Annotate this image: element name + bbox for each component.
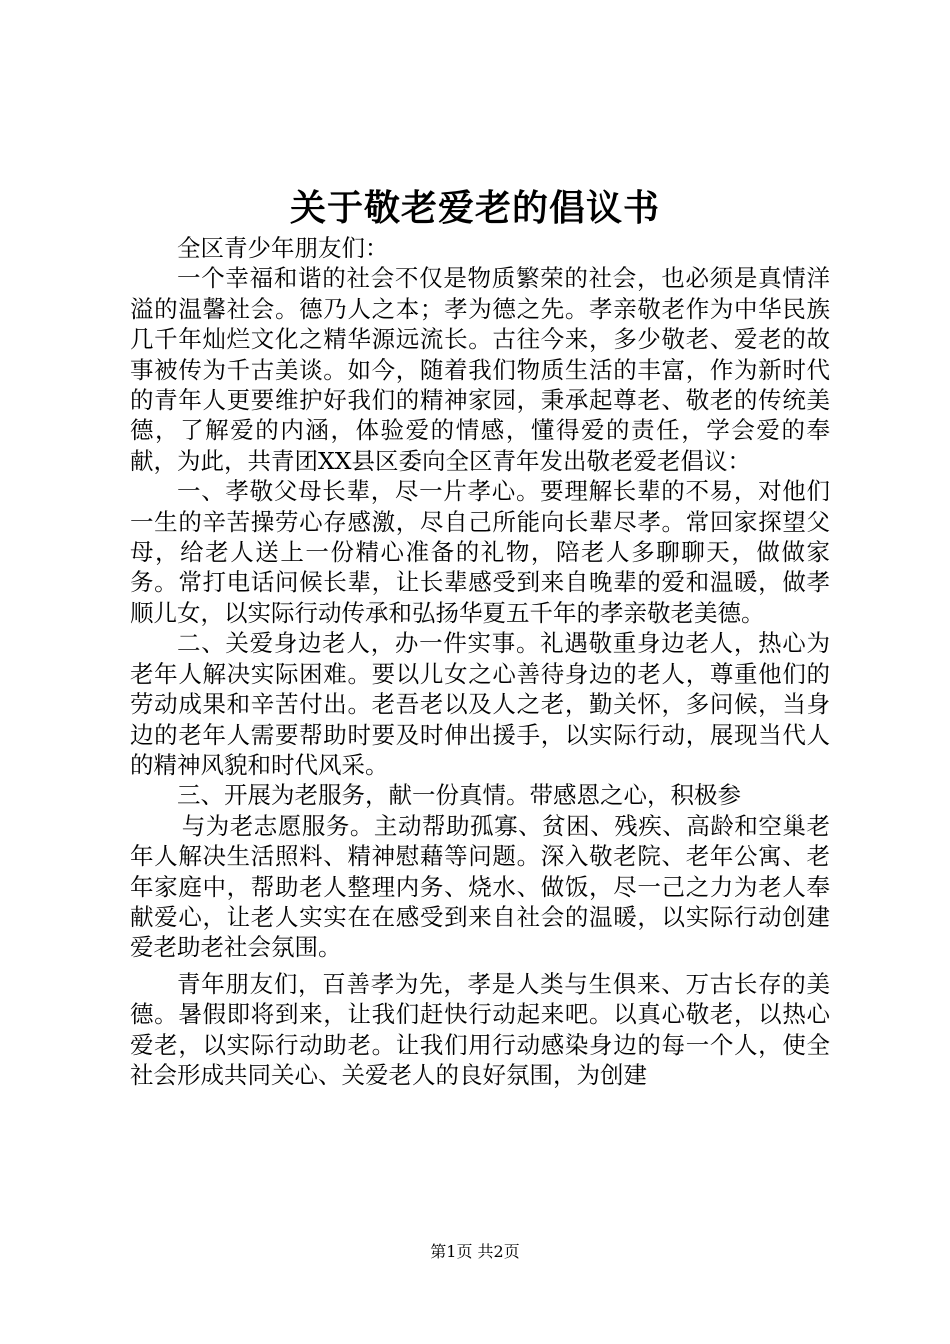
salutation: 全区青少年朋友们： — [177, 234, 389, 262]
paragraph-closing: 青年朋友们，百善孝为先，孝是人类与生俱来、万古长存的美德。暑假即将到来，让我们赶快行动起来吧。以真心敬老，以热心爱老，以实际行动助老。让我们用行动感染身边的每一个人，使全社会形成共同关心、关爱老人的良好氛围，为创建 — [130, 969, 830, 1089]
paragraph-point-one: 一、孝敬父母长辈，尽一片孝心。要理解长辈的不易，对他们一生的辛苦操劳心存感激，尽自己所能向长辈尽孝。常回家探望父母，给老人送上一份精心准备的礼物，陪老人多聊聊天，做做家务。常打电话问候长辈，让长辈感受到来自晚辈的爱和温暖，做孝顺儿女，以实际行动传承和弘扬华夏五千年的孝亲敬老美德。 — [130, 477, 830, 627]
page-footer: 第1页 共2页 — [430, 1242, 520, 1261]
paragraph-point-three-body: 与为老志愿服务。主动帮助孤寡、贫困、残疾、高龄和空巢老年人解决生活照料、精神慰藉等问题。深入敬老院、老年公寓、老年家庭中，帮助老人整理内务、烧水、做饭，尽一己之力为老人奉献爱心，让老人实实在在感受到来自社会的温暖，以实际行动创建爱老助老社会氛围。 — [130, 811, 830, 962]
page-title: 关于敬老爱老的倡议书 — [289, 187, 660, 229]
paragraph-intro: 一个幸福和谐的社会不仅是物质繁荣的社会，也必须是真情洋溢的温馨社会。德乃人之本；孝为德之先。孝亲敬老作为中华民族几千年灿烂文化之精华源远流长。古往今来，多少敬老、爱老的故事被传为千古美谈。如今，随着我们物质生活的丰富，作为新时代的青年人更要维护好我们的精神家园，秉承起尊老、敬老的传统美德，了解爱的内涵，体验爱的情感，懂得爱的责任，学会爱的奉献，为此，共青团XX县区委向全区青年发出敬老爱老倡议： — [130, 264, 830, 475]
paragraph-point-three-heading: 三、开展为老服务，献一份真情。带感恩之心，积极参 — [177, 781, 741, 810]
document-body — [130, 233, 830, 1090]
paragraph-point-two: 二、关爱身边老人，办一件实事。礼遇敬重身边老人，热心为老年人解决实际困难。要以儿女之心善待身边的老人，尊重他们的劳动成果和辛苦付出。老吾老以及人之老，勤关怀，多问候，当身边的老年人需要帮助时要及时伸出援手，以实际行动，展现当代人的精神风貌和时代风采。 — [130, 629, 830, 779]
